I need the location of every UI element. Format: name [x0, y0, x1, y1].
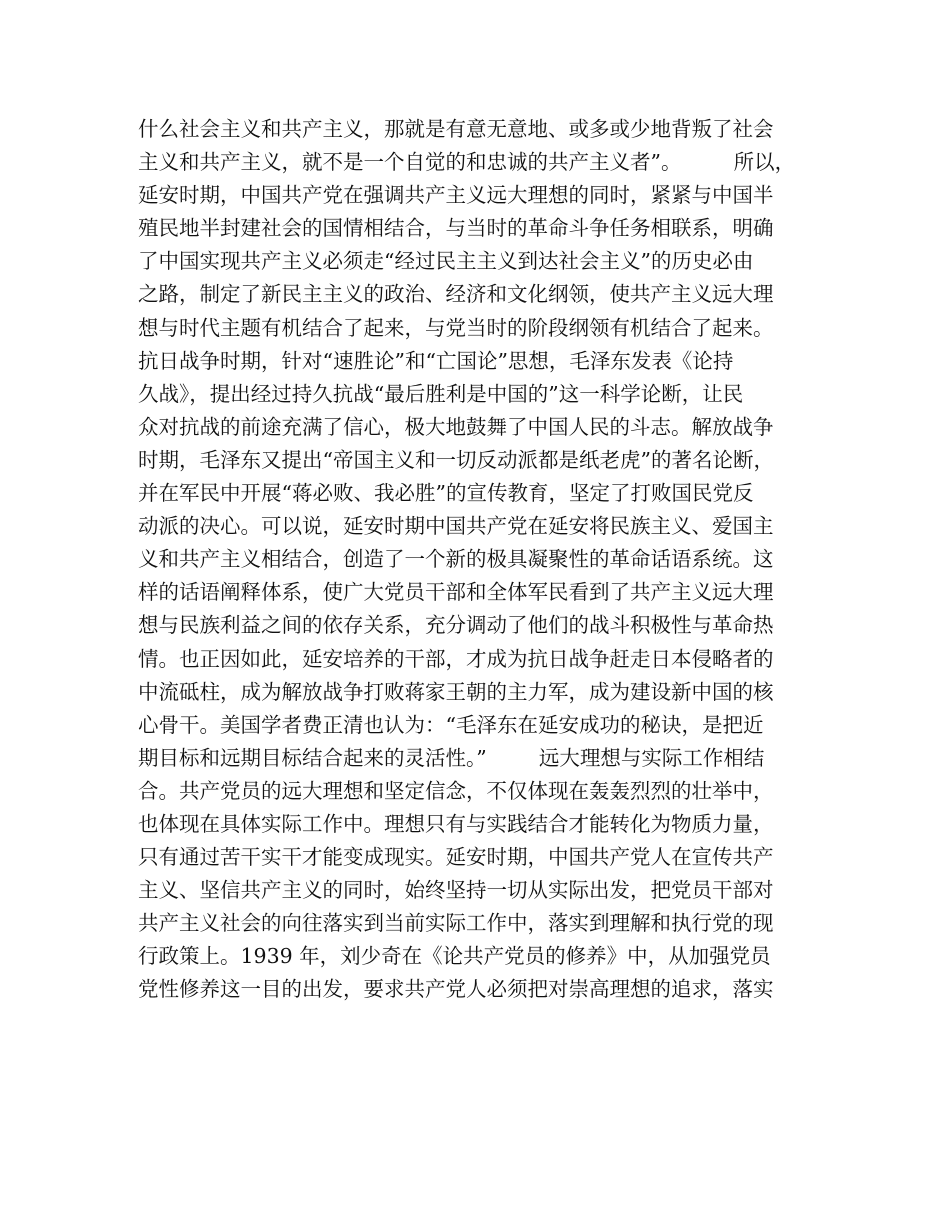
body-text [138, 113, 828, 1007]
text-line: 之路，制定了新民主主义的政治、经济和文化纲领，使共产主义远大理 [138, 282, 774, 307]
text-line: 也体现在具体实际工作中。理想只有与实践结合才能转化为物质力量， [138, 811, 774, 836]
text-line: 合。共产党员的远大理想和坚定信念，不仅体现在轰轰烈烈的壮举中， [138, 778, 774, 803]
text-line: 动派的决心。可以说，延安时期中国共产党在延安将民族主义、爱国主 [138, 514, 774, 539]
text-line: 殖民地半封建社会的国情相结合，与当时的革命斗争任务相联系，明确 [138, 216, 774, 241]
text-line: 了中国实现共产主义必须走“经过民主主义到达社会主义”的历史必由 [138, 249, 754, 274]
text-line: 抗日战争时期，针对“速胜论”和“亡国论”思想，毛泽东发表《论持 [138, 348, 734, 373]
text-line: 义和共产主义相结合，创造了一个新的极具凝聚性的革命话语系统。这 [138, 547, 774, 572]
text-line: 心骨干。美国学者费正清也认为：“毛泽东在延安成功的秘诀，是把近 [138, 712, 764, 737]
text-line: 时期，毛泽东又提出“帝国主义和一切反动派都是纸老虎”的著名论断， [138, 447, 774, 472]
text-line: 中流砥柱，成为解放战争打败蒋家王朝的主力军，成为建设新中国的核 [138, 679, 774, 704]
text-line: 行政策上。1939 年，刘少奇在《论共产党员的修养》中，从加强党员 [138, 944, 771, 969]
text-line: 想与时代主题有机结合了起来，与党当时的阶段纲领有机结合了起来。 [138, 315, 774, 340]
text-line: 久战》，提出经过持久抗战“最后胜利是中国的”这一科学论断，让民 [138, 381, 744, 406]
text-line: 情。也正因如此，延安培养的干部，才成为抗日战争赶走日本侵略者的 [138, 646, 774, 671]
text-line: 只有通过苦干实干才能变成现实。延安时期，中国共产党人在宣传共产 [138, 845, 774, 870]
text-line: 主义和共产主义，就不是一个自觉的和忠诚的共产主义者”。 所以， [138, 150, 796, 175]
text-line: 样的话语阐释体系，使广大党员干部和全体军民看到了共产主义远大理 [138, 580, 774, 605]
text-line: 党性修养这一目的出发，要求共产党人必须把对崇高理想的追求，落实 [138, 977, 774, 1002]
text-line: 想与民族利益之间的依存关系，充分调动了他们的战斗积极性与革命热 [138, 613, 774, 638]
text-line: 共产主义社会的向往落实到当前实际工作中，落实到理解和执行党的现 [138, 911, 774, 936]
text-line: 并在军民中开展“蒋必败、我必胜”的宣传教育，坚定了打败国民党反 [138, 481, 754, 506]
text-line: 主义、坚信共产主义的同时，始终坚持一切从实际出发，把党员干部对 [138, 878, 774, 903]
text-line: 什么社会主义和共产主义，那就是有意无意地、或多或少地背叛了社会 [138, 117, 774, 141]
text-line: 众对抗战的前途充满了信心，极大地鼓舞了中国人民的斗志。解放战争 [138, 414, 774, 439]
text-line: 延安时期，中国共产党在强调共产主义远大理想的同时，紧紧与中国半 [138, 183, 774, 208]
text-line: 期目标和远期目标结合起来的灵活性。” 远大理想与实际工作相结 [138, 745, 765, 770]
